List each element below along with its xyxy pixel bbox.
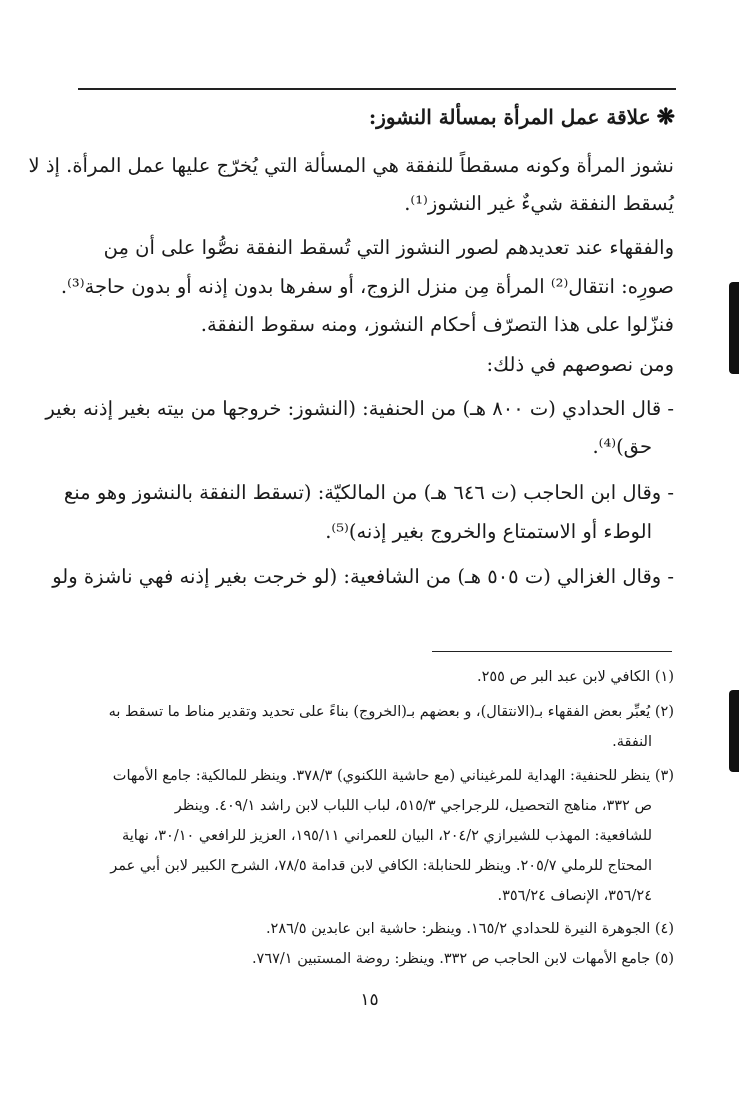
footnote-continuation: ص ٣٣٢، مناهج التحصيل، للرجراجي ٥١٥/٣، لباب اللباب لابن راشد ٤٠٩/١. وينظر [174,798,652,814]
body-line: يُسقط النفقة شيءٌ غير النشوز⁽¹⁾. [404,192,674,215]
scan-edge-shadow [729,690,739,772]
footnote-continuation: المحتاج للرملي ٢٠٥/٧. وينظر للحنابلة: الكافي لابن قدامة ٧٨/٥، الشرح الكبير لابن أبي عمر [110,858,652,874]
quote-line: حق)⁽⁴⁾. [592,435,652,458]
body-line: فنزّلوا على هذا التصرّف أحكام النشوز، ومنه سقوط النفقة. [200,313,674,336]
quote-line: - وقال الغزالي (ت ٥٠٥ هـ) من الشافعية: (لو خرجت بغير إذنه فهي ناشزة ولو [52,565,674,588]
footnote: (٤) الجوهرة النيرة للحدادي ١٦٥/٢. وينظر: حاشية ابن عابدين ٢٨٦/٥. [265,921,674,937]
footnote-continuation: النفقة. [612,734,652,750]
body-line: نشوز المرأة وكونه مسقطاً للنفقة هي المسألة التي يُخرّج عليها عمل المرأة. إذ لا [28,154,674,177]
quote-line: - قال الحدادي (ت ٨٠٠ هـ) من الحنفية: (النشوز: خروجها من بيته بغير إذنه بغير [45,397,674,420]
footnote: (٥) جامع الأمهات لابن الحاجب ص ٣٣٢. وينظر: روضة المستبين ٧٦٧/١. [251,951,674,967]
page-number: ١٥ [360,990,379,1010]
footnote: (١) الكافي لابن عبد البر ص ٢٥٥. [477,669,674,685]
footnote: (٣) ينظر للحنفية: الهداية للمرغيناني (مع حاشية اللكنوي) ٣٧٨/٣. وينظر للمالكية: جامع الأمهات [112,768,674,784]
section-heading [75,102,675,132]
scan-edge-shadow [729,282,739,374]
body-line: صورِه: انتقال⁽²⁾ المرأة مِن منزل الزوج، أو سفرها بدون إذنه أو بدون حاجة⁽³⁾. [60,275,674,298]
footnote: (٢) يُعبِّر بعض الفقهاء بـ(الانتقال)، و بعضهم بـ(الخروج) بناءً على تحديد وتقدير مناط ما تسقط به [108,704,674,720]
star-ornament-icon: ❋ [656,104,675,130]
footnote-continuation: ٣٥٦/٢٤، الإنصاف ٣٥٦/٢٤. [497,888,652,904]
header-rule [78,88,676,90]
section-heading-text: علاقة عمل المرأة بمسألة النشوز: [368,105,651,129]
body-line: والفقهاء عند تعديدهم لصور النشوز التي تُسقط النفقة نصُّوا على أن مِن [103,236,674,259]
quote-line: - وقال ابن الحاجب (ت ٦٤٦ هـ) من المالكيّة: (تسقط النفقة بالنشوز وهو منع [63,481,674,504]
footnote-rule [432,651,672,652]
quote-line: الوطء أو الاستمتاع والخروج بغير إذنه)⁽⁵⁾. [325,520,652,543]
body-line: ومن نصوصهم في ذلك: [486,353,674,376]
footnote-continuation: للشافعية: المهذب للشيرازي ٢٠٤/٢، البيان للعمراني ١٩٥/١١، العزيز للرافعي ٣٠/١٠، نهاية [122,828,652,844]
